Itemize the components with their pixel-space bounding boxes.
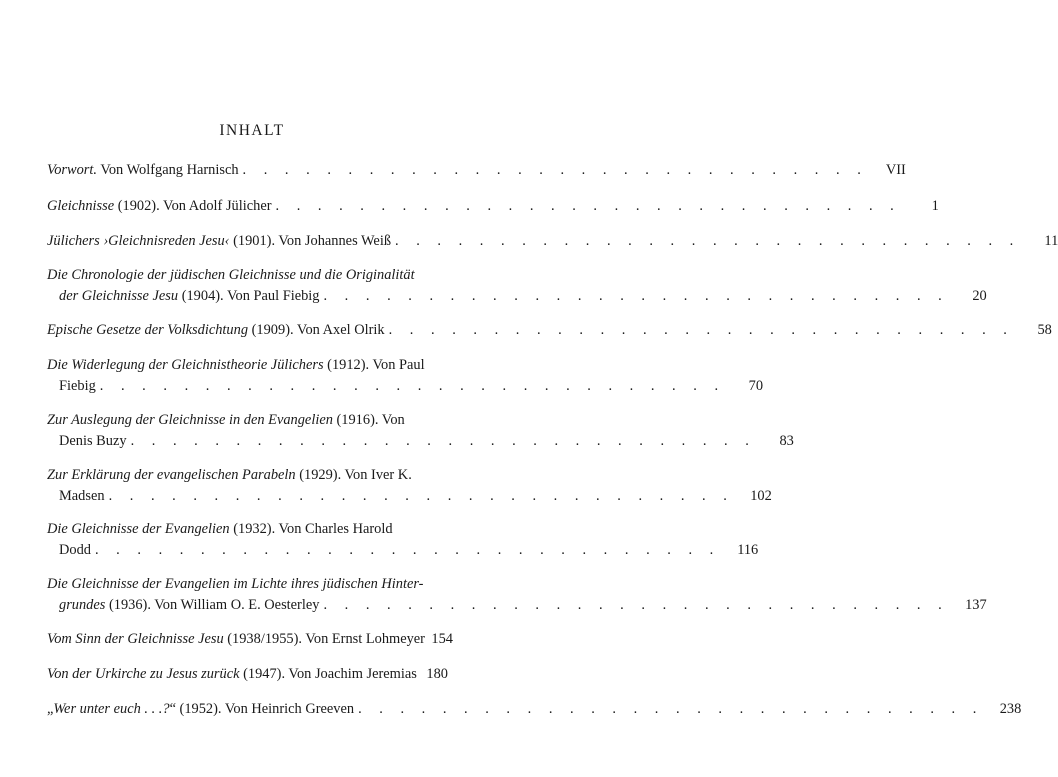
entry-title: der Gleichnisse Jesu: [59, 288, 179, 304]
toc-entry: [47, 231, 1058, 252]
entry-title: Vom Sinn der Gleichnisse Jesu: [47, 631, 224, 647]
entry-author: “ (1952). Von Heinrich Greeven: [169, 701, 355, 717]
toc-entry: [47, 355, 764, 397]
toc-entry: [47, 664, 448, 685]
entry-title-line1: Die Chronologie der jüdischen Gleichnisse und die Originalität: [47, 267, 415, 283]
entry-page: 116: [737, 542, 759, 558]
entry-page: 20: [972, 288, 987, 304]
entry-author-cont: Denis Buzy: [59, 433, 127, 449]
entry-author: Von Wolfgang Harnisch: [96, 162, 239, 178]
dot-leader: . . . . . . . . . . . . . . . . . . . . . . . . . . . . . .: [323, 288, 949, 304]
entry-author-cont: Fiebig: [59, 378, 96, 394]
dot-leader: . . . . . . . . . . . . . . . . . . . . . . . . . . . . . .: [94, 542, 721, 558]
toc-entry: [47, 699, 1022, 720]
entry-date-author: (1912). Von Paul: [323, 357, 425, 373]
dot-leader: . . . . . . . . . . . . . . . . . . . . . . . . . . . . . .: [99, 378, 726, 394]
entry-title: Die Gleichnisse der Evangelien: [47, 521, 230, 537]
entry-title: Wer unter euch . . .?: [53, 701, 170, 717]
entry-title: Epische Gesetze der Volksdichtung: [47, 322, 249, 338]
dot-leader: . . . . . . . . . . . . . . . . . . . . . . . . . . . . . .: [242, 162, 868, 178]
entry-author: (1938/1955). Von Ernst Lohmeyer: [223, 631, 425, 647]
toc-heading: INHALT: [219, 122, 285, 139]
entry-author-cont: Madsen: [59, 488, 105, 504]
entry-title: Die Widerlegung der Gleichnistheorie Jülichers: [47, 357, 324, 373]
toc-entry: [47, 410, 794, 452]
entry-page: 83: [779, 433, 794, 449]
entry-title: grundes: [59, 597, 106, 613]
entry-date-author: (1916). Von: [332, 412, 405, 428]
entry-page: 137: [965, 597, 987, 613]
dot-leader: . . . . . . . . . . . . . . . . . . . . . . . . . . . . . .: [358, 701, 984, 717]
entry-title: Zur Erklärung der evangelischen Parabeln: [47, 467, 296, 483]
entry-page: 58: [1037, 322, 1052, 338]
dot-leader: . . . . . . . . . . . . . . . . . . . . . . . . . . . . . .: [388, 322, 1014, 338]
entry-title: Von der Urkirche zu Jesus zurück: [47, 666, 240, 682]
entry-author: (1947). Von Joachim Jeremias: [239, 666, 417, 682]
entry-author: (1936). Von William O. E. Oesterley: [105, 597, 320, 613]
entry-title: Gleichnisse: [47, 198, 115, 214]
entry-author-cont: Dodd: [59, 542, 91, 558]
dot-leader: . . . . . . . . . . . . . . . . . . . . . . . . . . . . . .: [275, 198, 901, 214]
entry-page: 70: [748, 378, 764, 394]
entry-page: 154: [431, 631, 453, 647]
entry-page: 1: [931, 198, 939, 214]
entry-author: (1901). Von Johannes Weiß: [229, 233, 392, 249]
toc-entry: [47, 519, 759, 561]
entry-page: 11: [1044, 233, 1058, 249]
toc-entry: [47, 196, 939, 217]
entry-title: Zur Auslegung der Gleichnisse in den Evangelien: [47, 412, 333, 428]
entry-page: 238: [999, 701, 1022, 717]
entry-page: 180: [426, 666, 448, 682]
toc-entry: [47, 574, 987, 616]
entry-author: (1904). Von Paul Fiebig: [178, 288, 320, 304]
entry-page: 102: [750, 488, 772, 504]
toc-entry: [47, 465, 772, 507]
entry-date-author: (1929). Von Iver K.: [295, 467, 412, 483]
entry-page: VII: [885, 162, 906, 178]
toc-entry: [47, 265, 987, 307]
dot-leader: . . . . . . . . . . . . . . . . . . . . . . . . . . . . . .: [130, 433, 756, 449]
toc-entry: [47, 160, 906, 181]
entry-author: (1902). Von Adolf Jülicher: [114, 198, 272, 214]
toc-entry: [47, 629, 453, 650]
dot-leader: . . . . . . . . . . . . . . . . . . . . . . . . . . . . . .: [323, 597, 949, 613]
entry-author: (1909). Von Axel Olrik: [248, 322, 385, 338]
entry-title-line1: Die Gleichnisse der Evangelien im Lichte ihres jüdischen Hinter-: [47, 576, 424, 592]
dot-leader: . . . . . . . . . . . . . . . . . . . . . . . . . . . . . .: [108, 488, 734, 504]
entry-date-author: (1932). Von Charles Harold: [229, 521, 393, 537]
toc-entry: [47, 320, 1052, 341]
entry-quote-open: „: [47, 701, 54, 717]
dot-leader: . . . . . . . . . . . . . . . . . . . . . . . . . . . . . .: [395, 233, 1021, 249]
entry-title: Jülichers ›Gleichnisreden Jesu‹: [47, 233, 230, 249]
entry-title: Vorwort.: [47, 162, 97, 178]
